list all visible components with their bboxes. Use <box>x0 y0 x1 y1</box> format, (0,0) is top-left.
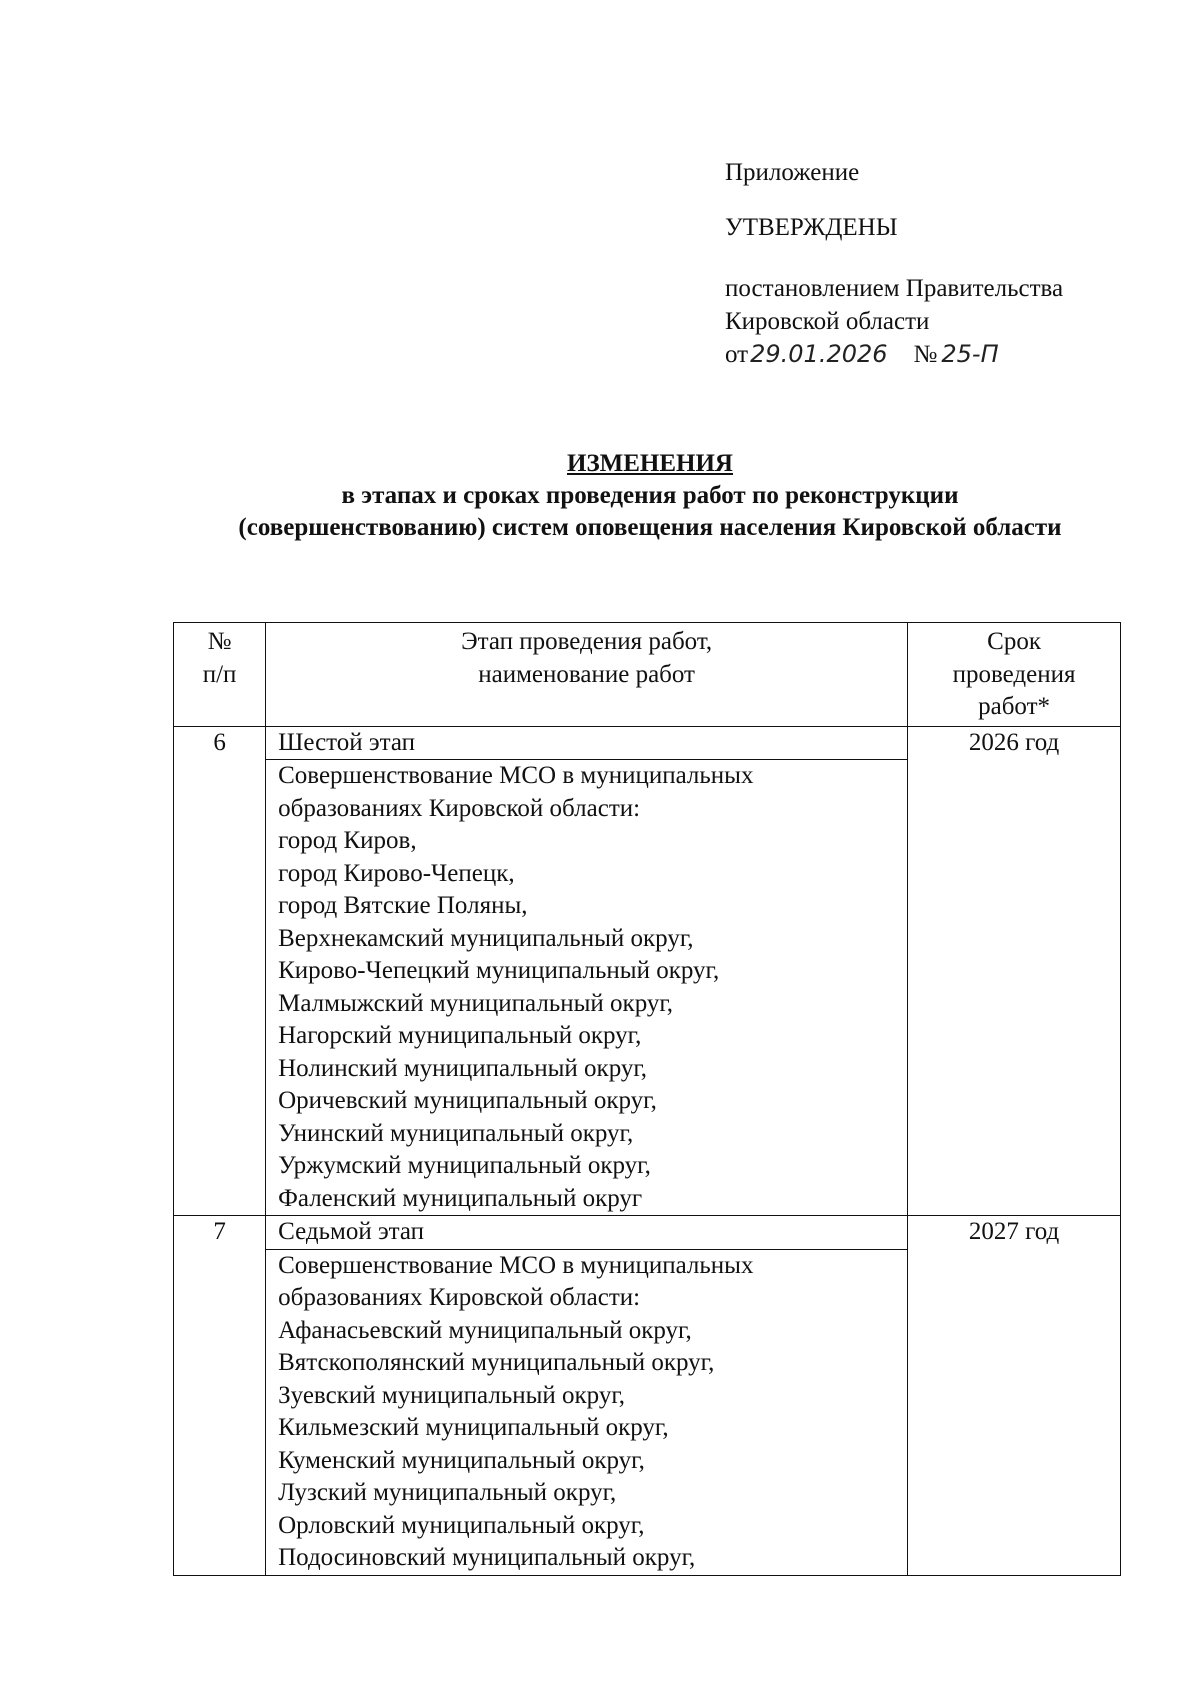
description-line: город Вятские Поляны, <box>278 892 528 919</box>
document-title <box>170 448 1130 544</box>
description-line: образованиях Кировской области: <box>278 794 641 822</box>
handwritten-date: 29.01.2026 <box>750 340 888 368</box>
description-line: Унинский муниципальный округ, <box>278 1119 634 1147</box>
title-line-2: в этапах и сроках проведения работ по реконструкции <box>341 482 959 509</box>
stage-description <box>266 760 907 1215</box>
title-main: ИЗМЕНЕНИЯ <box>567 450 733 477</box>
header-num <box>174 623 266 727</box>
description-line: Фаленский муниципальный округ <box>278 1184 643 1212</box>
description-line: образованиях Кировской области: <box>278 1284 641 1311</box>
description-line: Зуевский муниципальный округ, <box>278 1381 626 1409</box>
handwritten-number: 25-П <box>941 340 999 368</box>
row-term: 2026 год <box>908 726 1121 1216</box>
resolution-date-line <box>725 338 1063 371</box>
description-line: Малмыжский муниципальный округ, <box>278 989 674 1017</box>
description-line: Кирово-Чепецкий муниципальный округ, <box>278 957 720 984</box>
description-line: Орловский муниципальный округ, <box>278 1511 645 1539</box>
stages-table <box>173 622 1121 1576</box>
description-line: Совершенствование МСО в муниципальных <box>278 762 754 789</box>
header-stage-line: наименование работ <box>478 660 695 688</box>
stage-cell <box>266 1216 908 1576</box>
date-prefix: от <box>725 341 749 368</box>
table-header-row <box>174 623 1121 727</box>
table-row <box>174 726 1121 1216</box>
description-line: Лузский муниципальный округ, <box>278 1479 617 1506</box>
header-term-line: проведения <box>952 660 1076 688</box>
description-line: Кильмезский муниципальный округ, <box>278 1414 669 1441</box>
description-line: Оричевский муниципальный округ, <box>278 1087 657 1114</box>
description-line: Афанасьевский муниципальный округ, <box>278 1316 692 1344</box>
header-num-line: № <box>207 628 232 655</box>
stage-name: Шестой этап <box>266 727 907 761</box>
description-line: Нагорский муниципальный округ, <box>278 1022 642 1049</box>
header-term-line: работ* <box>978 693 1051 720</box>
table-row <box>174 1216 1121 1576</box>
description-line: Верхнекамский муниципальный округ, <box>278 924 694 952</box>
stage-name: Седьмой этап <box>266 1216 907 1250</box>
title-line-3: (совершенствованию) систем оповещения населения Кировской области <box>238 514 1062 541</box>
appendix-label: Приложение <box>725 159 860 186</box>
stage-description <box>266 1250 907 1575</box>
resolution-line-2: Кировской области <box>725 308 930 335</box>
description-line: Куменский муниципальный округ, <box>278 1446 645 1474</box>
approval-block <box>725 156 1063 371</box>
resolution-line-1: постановлением Правительства <box>725 275 1064 302</box>
header-num-line: п/п <box>202 660 237 688</box>
number-prefix: № <box>913 341 938 368</box>
row-number: 6 <box>174 726 266 1216</box>
stage-cell <box>266 726 908 1216</box>
row-number: 7 <box>174 1216 266 1576</box>
description-line: город Кирово-Чепецк, <box>278 859 515 887</box>
row-term: 2027 год <box>908 1216 1121 1576</box>
description-line: Нолинский муниципальный округ, <box>278 1054 648 1082</box>
description-line: Вятскополянский муниципальный округ, <box>278 1349 715 1376</box>
description-line: Совершенствование МСО в муниципальных <box>278 1251 754 1279</box>
header-stage <box>266 623 908 727</box>
header-stage-line: Этап проведения работ, <box>461 628 713 655</box>
description-line: город Киров, <box>278 827 417 854</box>
header-term <box>908 623 1121 727</box>
table-body <box>174 726 1121 1575</box>
description-line: Уржумский муниципальный округ, <box>278 1152 651 1179</box>
header-term-line: Срок <box>987 628 1041 655</box>
approved-label: УТВЕРЖДЕНЫ <box>725 214 898 241</box>
description-line: Подосиновский муниципальный округ, <box>278 1544 696 1571</box>
